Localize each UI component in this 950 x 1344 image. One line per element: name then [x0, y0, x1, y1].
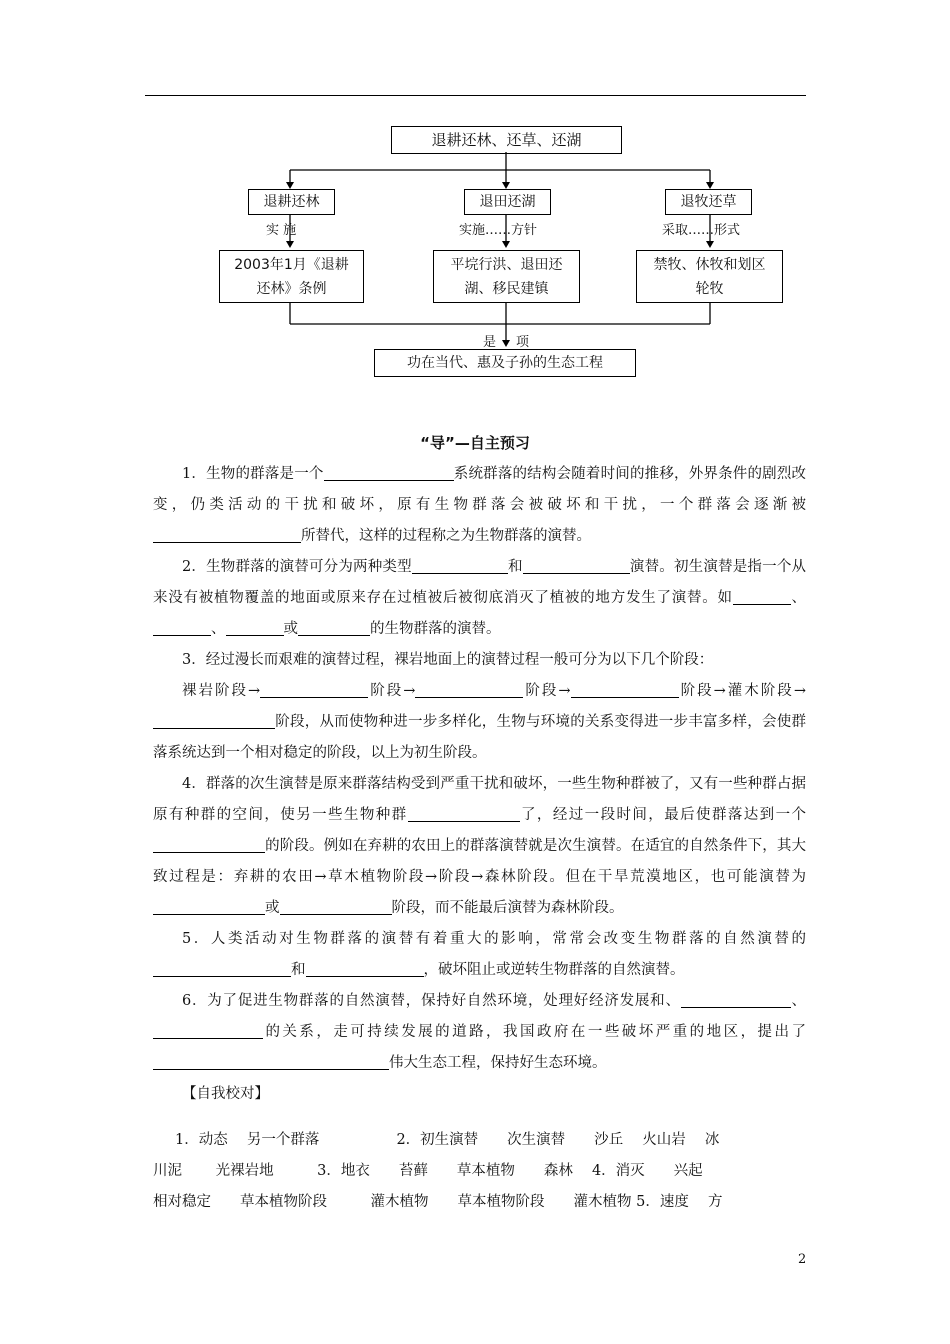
answer-key — [153, 1125, 813, 1218]
question-4 — [153, 769, 806, 924]
answer-line-3: 相对稳定 草本植物阶段 灌木植物 草本植物阶段 灌木植物 5．速度 方 — [153, 1194, 723, 1210]
q4-blank-2[interactable] — [153, 837, 265, 853]
diagram-col3-label: 采取……形式 — [662, 223, 741, 238]
q2-or: 或 — [283, 621, 298, 637]
diagram-col2-title: 退田还湖 — [464, 189, 551, 215]
diagram-col1-title: 退耕还林 — [248, 189, 335, 215]
diagram-bottom-label-right: 项 — [516, 335, 530, 350]
q2-blank-6[interactable] — [298, 620, 370, 636]
diagram-top-box: 退耕还林、还草、还湖 — [391, 126, 622, 154]
question-6 — [153, 986, 806, 1079]
answer-line-2: 川泥 光裸岩地 3．地衣 苔藓 草本植物 森林 4．消灭 兴起 — [153, 1163, 703, 1179]
q2-text-c: 演替。初生演替是指一个从来没有被植物覆盖的地面或原来存在过植被后被彻底消灭了植被的地方发生了演替。如 — [153, 559, 807, 606]
q5-text-a: 5．人类活动对生物群落的演替有着重大的影响，常常会改变生物群落的自然演替的 — [182, 931, 806, 947]
self-check-title-text: 【自我校对】 — [182, 1086, 269, 1102]
q3-blank-1[interactable] — [260, 682, 368, 698]
self-check-title — [153, 1079, 806, 1110]
q1-blank-2[interactable] — [153, 527, 301, 543]
q3-text-d: 阶段→ — [523, 683, 571, 699]
q3-blank-2[interactable] — [415, 682, 523, 698]
q1-text-c: 所替代，这样的过程称之为生物群落的演替。 — [301, 528, 591, 544]
q4-text-d: 或 — [265, 900, 280, 916]
diagram-bottom-label-left: 是 — [483, 335, 497, 350]
answer-line-1: 1．动态 另一个群落 2．初生演替 次生演替 沙丘 火山岩 冰 — [175, 1132, 720, 1148]
q6-blank-1[interactable] — [681, 992, 791, 1008]
q4-text-a: 4．群落的次生演替是原来群落结构受到严重干扰和破坏，一些生物种群被了，又有一些种群占据原有种群的空间，使另一些生物种群 — [153, 776, 806, 823]
q6-text-d: 伟大生态工程，保持好生态环境。 — [389, 1055, 607, 1071]
q4-blank-3[interactable] — [153, 899, 265, 915]
q2-blank-1[interactable] — [412, 558, 508, 574]
diagram-col3-title: 退牧还草 — [665, 189, 752, 215]
q4-blank-1[interactable] — [408, 806, 520, 822]
q5-blank-1[interactable] — [153, 961, 291, 977]
q3-text-a: 3．经过漫长而艰难的演替过程，裸岩地面上的演替过程一般可分为以下几个阶段： — [182, 652, 714, 668]
question-3-stages — [153, 676, 806, 769]
page-number: 2 — [798, 1252, 807, 1267]
q3-blank-4[interactable] — [153, 713, 275, 729]
q1-text-a: 1．生物的群落是一个 — [182, 466, 324, 482]
q3-text-e: 阶段→灌木阶段→ — [678, 683, 806, 699]
q3-text-c: 阶段→ — [368, 683, 416, 699]
section-title: “导”—自主预习 — [420, 434, 530, 452]
q6-text-b: 、 — [790, 993, 806, 1009]
q5-text-b: 和 — [291, 962, 306, 978]
diagram-col3-box: 禁牧、休牧和划区轮牧 — [636, 250, 783, 303]
q4-text-c: 的阶段。例如在弃耕的农田上的群落演替就是次生演替。在适宜的自然条件下，其大致过程是：弃耕的农田→草木植物阶段→阶段→森林阶段。但在干旱荒漠地区，也可能演替为 — [153, 838, 806, 885]
q2-text-a: 2．生物群落的演替可分为两种类型 — [182, 559, 412, 575]
diagram-col2-label: 实施……方针 — [459, 223, 538, 238]
q1-blank-1[interactable] — [324, 465, 454, 481]
q3-text-b: 裸岩阶段→ — [182, 683, 261, 699]
q3-blank-3[interactable] — [571, 682, 679, 698]
diagram-col2-box: 平垸行洪、退田还湖、移民建镇 — [433, 250, 580, 303]
q2-blank-2[interactable] — [523, 558, 630, 574]
question-2 — [153, 552, 806, 645]
q5-text-c: ，破坏阻止或逆转生物群落的自然演替。 — [423, 962, 685, 978]
q6-text-c: 的关系，走可持续发展的道路，我国政府在一些破坏严重的地区，提出了 — [263, 1024, 806, 1040]
q4-text-b: 了，经过一段时间，最后使群落达到一个 — [519, 807, 807, 823]
question-3 — [153, 645, 806, 676]
q2-text-b: 和 — [507, 559, 523, 575]
question-5 — [153, 924, 806, 986]
q1-text-b: 系统群落的结构会随着时间的推移，外界条件的剧烈改变，仍类活动的干扰和破坏，原有生物群落会被破坏和干扰，一个群落会逐渐被 — [153, 466, 806, 513]
q3-text-f: 阶段，从而使物种进一步多样化，生物与环境的关系变得进一步丰富多样，会使群落系统达到一个相对稳定的阶段，以上为初生阶段。 — [153, 714, 806, 761]
q2-text-d: 的生物群落的演替。 — [370, 621, 501, 637]
question-1 — [153, 459, 806, 552]
question-list — [153, 459, 806, 1110]
q2-blank-5[interactable] — [226, 620, 284, 636]
q2-sep-2: 、 — [211, 621, 226, 637]
q4-text-e: 阶段，而不能最后演替为森林阶段。 — [391, 900, 624, 916]
q6-text-a: 6．为了促进生物群落的自然演替，保持好自然环境，处理好经济发展和、 — [182, 993, 681, 1009]
diagram-col1-box: 2003年1月《退耕还林》条例 — [219, 250, 364, 303]
q2-sep-1: 、 — [790, 590, 807, 606]
q4-blank-4[interactable] — [280, 899, 392, 915]
q2-blank-4[interactable] — [153, 620, 211, 636]
diagram-bottom-box: 功在当代、惠及子孙的生态工程 — [374, 349, 636, 377]
q6-blank-3[interactable] — [153, 1054, 389, 1070]
q2-blank-3[interactable] — [733, 589, 791, 605]
q6-blank-2[interactable] — [153, 1023, 263, 1039]
q5-blank-2[interactable] — [306, 961, 424, 977]
diagram-col1-label: 实 施 — [266, 223, 297, 238]
